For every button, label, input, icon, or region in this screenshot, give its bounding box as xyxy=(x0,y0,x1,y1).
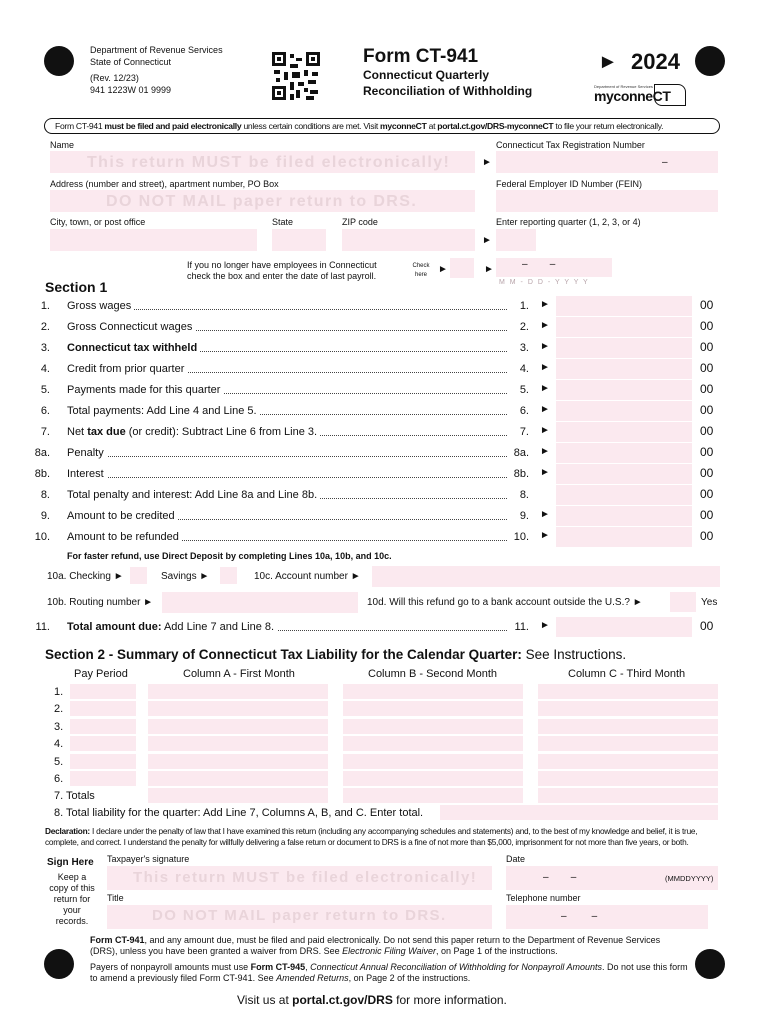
mmddyyyy-hint: (MMDDYYYY) xyxy=(665,874,714,883)
no-employees-line-1: If you no longer have employees in Connecticut xyxy=(187,260,377,270)
line-text xyxy=(67,384,223,396)
col-c-cell[interactable] xyxy=(538,754,718,769)
form-subtitle-2: Reconciliation of Withholding xyxy=(363,84,533,98)
line-amount-field[interactable] xyxy=(556,527,692,547)
logo-tag: Department of Revenue Services xyxy=(594,84,653,89)
header-code: 941 1223W 01 9999 xyxy=(90,85,172,95)
line-ref: 4. xyxy=(507,363,529,375)
col-a-cell[interactable] xyxy=(148,719,328,734)
line-text-bold: tax due xyxy=(87,426,126,438)
line-8-total-label: 8. Total liability for the quarter: Add Line 7, Columns A, B, and C. Enter total. xyxy=(54,807,424,819)
line-text xyxy=(67,321,195,333)
line-cents: 00 xyxy=(700,466,714,480)
check-arrow-icon: ► xyxy=(438,264,448,275)
keep-copy-note: Keep a copy of this return for your records. xyxy=(49,872,95,926)
col-a-cell[interactable] xyxy=(148,771,328,786)
title-label: Title xyxy=(107,893,124,903)
name-arrow-icon: ► xyxy=(482,157,492,168)
line-number: 6. xyxy=(40,405,50,417)
col-b-cell[interactable] xyxy=(343,684,523,699)
liability-row-number: 4. xyxy=(54,738,64,751)
section-2-see: See Instructions. xyxy=(521,647,627,662)
line-11-text xyxy=(67,621,277,633)
line-text xyxy=(67,531,182,543)
address-placeholder: DO NOT MAIL paper return to DRS. xyxy=(106,193,418,210)
col-c-header: Column C - Third Month xyxy=(568,668,686,680)
line-item xyxy=(0,443,770,464)
line-text xyxy=(67,300,134,312)
line-cents: 00 xyxy=(700,424,714,438)
col-a-cell[interactable] xyxy=(148,736,328,751)
col-a-cell[interactable] xyxy=(148,701,328,716)
line-amount-field[interactable] xyxy=(556,380,692,400)
line-cents: 00 xyxy=(700,298,714,312)
line-arrow-icon: ► xyxy=(540,320,550,331)
outside-us-yes: Yes xyxy=(701,597,718,608)
footer-waiver-ref: Electronic Filing Waiver xyxy=(342,946,436,956)
reg-number-label: Connecticut Tax Registration Number xyxy=(496,140,645,150)
pay-period-cell[interactable] xyxy=(70,754,136,769)
line-cents: 00 xyxy=(700,445,714,459)
header-rev: (Rev. 12/23) xyxy=(90,73,139,83)
line-item xyxy=(0,317,770,338)
line-arrow-icon: ► xyxy=(540,341,550,352)
col-b-cell[interactable] xyxy=(343,719,523,734)
line-item xyxy=(0,464,770,485)
line-arrow-icon: ► xyxy=(540,509,550,520)
account-number-label: 10c. Account number ► xyxy=(254,571,361,582)
line-text-post: (or credit): Subtract Line 6 from Line 3. xyxy=(125,426,318,438)
line-11-arrow-icon: ► xyxy=(540,620,550,631)
no-employees-line-2: check the box and enter the date of last payroll. xyxy=(187,271,377,281)
liability-row-number: 1. xyxy=(54,686,64,698)
line-cents: 00 xyxy=(700,340,714,354)
line-number: 1. xyxy=(40,300,50,312)
line-text xyxy=(67,426,320,438)
line-ref: 6. xyxy=(507,405,529,417)
footer-ct945-title: Connecticut Annual Reconciliation of Withholding for Nonpayroll Amounts xyxy=(310,962,603,972)
line-cents: 00 xyxy=(700,487,714,501)
pay-period-cell[interactable] xyxy=(70,719,136,734)
line-8-total-field[interactable] xyxy=(440,805,718,820)
line-ref: 3. xyxy=(507,342,529,354)
line-amount-field[interactable] xyxy=(556,506,692,526)
declaration xyxy=(45,826,725,848)
section-2-title-bold: Section 2 - Summary of Connecticut Tax Liability for the Calendar Quarter: xyxy=(45,647,522,662)
line-item xyxy=(0,359,770,380)
quarter-label: Enter reporting quarter (1, 2, 3, or 4) xyxy=(496,217,641,227)
line-ref: 8b. xyxy=(507,468,529,480)
line-11-number: 11. xyxy=(35,621,50,633)
footer-form-ref: Form CT-941 xyxy=(90,935,145,945)
line-item xyxy=(0,338,770,359)
footer-p1-text: , and any amount due, must be filed and paid electronically. Do not send this paper return to the Department of Revenue Services (DRS), unless you have been granted a waiver from DRS. See xyxy=(90,935,661,956)
qr-code-icon xyxy=(272,52,320,100)
last-payroll-date-dashes: – – xyxy=(522,259,556,270)
line-11-ref: 11. xyxy=(507,621,529,633)
line-text xyxy=(67,468,107,480)
signature-placeholder: This return MUST be filed electronically! xyxy=(133,869,478,886)
col-a-cell[interactable] xyxy=(148,684,328,699)
telephone-dashes: – – xyxy=(561,911,598,922)
line-text xyxy=(67,510,178,522)
reg-number-dash: – xyxy=(662,157,668,168)
telephone-label: Telephone number xyxy=(506,893,581,903)
line-text xyxy=(67,405,260,417)
totals-col-a[interactable] xyxy=(148,788,328,803)
electronic-filing-banner xyxy=(44,118,720,134)
line-11-post: Add Line 7 and Line 8. xyxy=(161,621,275,633)
line-cents: 00 xyxy=(700,382,714,396)
name-label: Name xyxy=(50,140,75,150)
col-a-header: Column A - First Month xyxy=(183,668,295,680)
line-arrow-icon: ► xyxy=(540,467,550,478)
footer-p2-text: Payers of nonpayroll amounts must use xyxy=(90,962,251,972)
line-amount-field[interactable] xyxy=(556,296,692,316)
line-arrow-icon: ► xyxy=(540,383,550,394)
line-ref: 9. xyxy=(507,510,529,522)
visit-text-1: Visit us at xyxy=(237,993,293,1007)
sign-here: Sign Here xyxy=(47,857,94,868)
line-arrow-icon: ► xyxy=(540,530,550,541)
pay-period-cell[interactable] xyxy=(70,736,136,751)
line-amount-field[interactable] xyxy=(556,338,692,358)
registration-mark-bottom-left xyxy=(44,949,74,979)
line-cents: 00 xyxy=(700,508,714,522)
totals-col-c[interactable] xyxy=(538,788,718,803)
myconnect-logo xyxy=(594,84,690,110)
title-placeholder: DO NOT MAIL paper return to DRS. xyxy=(152,907,447,924)
line-number: 8. xyxy=(40,489,50,501)
line-text xyxy=(67,342,200,354)
line-number: 8a. xyxy=(34,447,50,459)
line-item xyxy=(0,485,770,506)
line-ref: 10. xyxy=(507,531,529,543)
section-2-title xyxy=(45,647,626,662)
fein-label: Federal Employer ID Number (FEIN) xyxy=(496,179,643,189)
line-11-bold: Total amount due: xyxy=(67,621,162,633)
line-item xyxy=(0,296,770,317)
footer-p2-end: , on Page 2 of the instructions. xyxy=(348,973,471,983)
footer-p2-comma: , xyxy=(305,962,311,972)
line-amount-field[interactable] xyxy=(556,422,692,442)
line-number: 2. xyxy=(40,321,50,333)
col-c-cell[interactable] xyxy=(538,771,718,786)
zip-field[interactable] xyxy=(342,229,475,251)
logo-swoosh xyxy=(654,84,686,106)
section-1-title: Section 1 xyxy=(45,279,108,295)
col-c-cell[interactable] xyxy=(538,719,718,734)
liability-row-number: 6. xyxy=(54,773,64,785)
date-arrow-icon: ► xyxy=(484,264,494,275)
line-text-pre: Payments made for this quarter xyxy=(67,384,221,396)
savings-box[interactable] xyxy=(220,567,237,584)
banner-text-3: unless certain conditions are met. Visit xyxy=(241,121,381,131)
last-payroll-date-hint: M M - D D - Y Y Y Y xyxy=(499,279,590,286)
telephone-field[interactable] xyxy=(506,905,708,929)
visit-text-3: for more information. xyxy=(392,993,507,1007)
line-text-pre: Interest xyxy=(67,468,104,480)
line-amount-field[interactable] xyxy=(556,359,692,379)
name-placeholder: This return MUST be filed electronically! xyxy=(87,154,451,171)
col-c-cell[interactable] xyxy=(538,684,718,699)
line-amount-field[interactable] xyxy=(556,485,692,505)
fein-field[interactable] xyxy=(496,190,718,212)
line-item xyxy=(0,527,770,548)
line-leader xyxy=(67,456,507,457)
line-number: 4. xyxy=(40,363,50,375)
direct-deposit-note: For faster refund, use Direct Deposit by completing Lines 10a, 10b, and 10c. xyxy=(67,551,392,561)
city-field[interactable] xyxy=(50,229,257,251)
line-arrow-icon: ► xyxy=(540,446,550,457)
line-ref: 2. xyxy=(507,321,529,333)
line-cents: 00 xyxy=(700,319,714,333)
line-text-pre: Total payments: Add Line 4 and Line 5. xyxy=(67,405,257,417)
line-text xyxy=(67,447,107,459)
line-cents: 00 xyxy=(700,529,714,543)
checking-label: 10a. Checking ► xyxy=(47,571,124,582)
banner-text-4: myconneCT xyxy=(380,121,427,131)
line-number: 3. xyxy=(40,342,50,354)
check-here-label xyxy=(406,262,436,280)
liability-row-number: 5. xyxy=(54,755,64,768)
registration-mark-top-right xyxy=(695,46,725,76)
line-11-amount-field[interactable] xyxy=(556,617,692,637)
line-text-pre: Amount to be refunded xyxy=(67,531,179,543)
city-label: City, town, or post office xyxy=(50,217,146,227)
line-amount-field[interactable] xyxy=(556,443,692,463)
col-b-cell[interactable] xyxy=(343,736,523,751)
col-b-cell[interactable] xyxy=(343,701,523,716)
line-number: 7. xyxy=(40,426,50,438)
form-subtitle-1: Connecticut Quarterly xyxy=(363,68,490,82)
pay-period-cell[interactable] xyxy=(70,701,136,716)
account-number-field[interactable] xyxy=(372,566,720,587)
line-arrow-icon: ► xyxy=(540,299,550,310)
col-pay-period: Pay Period xyxy=(74,668,128,680)
line-11 xyxy=(0,617,770,638)
line-item xyxy=(0,506,770,527)
line-item xyxy=(0,380,770,401)
col-c-cell[interactable] xyxy=(538,701,718,716)
checking-box[interactable] xyxy=(130,567,147,584)
line-cents: 00 xyxy=(700,403,714,417)
zip-arrow-icon: ► xyxy=(482,235,492,246)
line-text-pre: Total penalty and interest: Add Line 8a and Line 8b. xyxy=(67,489,318,501)
line-text-pre: Amount to be credited xyxy=(67,510,175,522)
banner-link[interactable]: portal.ct.gov/DRS-myconneCT xyxy=(437,121,554,131)
line-ref: 8a. xyxy=(507,447,529,459)
line-amount-field[interactable] xyxy=(556,464,692,484)
outside-us-checkbox[interactable] xyxy=(670,592,696,612)
line-number: 8b. xyxy=(34,468,50,480)
registration-mark-top-left xyxy=(44,46,74,76)
line-item xyxy=(0,422,770,443)
line-text xyxy=(67,363,187,375)
state-label: State xyxy=(272,217,294,227)
line-ref: 1. xyxy=(507,300,529,312)
reg-number-field[interactable] xyxy=(496,151,718,173)
check-label-1: Check xyxy=(412,263,430,269)
date-label: Date xyxy=(506,854,526,864)
state-field[interactable] xyxy=(272,229,326,251)
line-ref: 7. xyxy=(507,426,529,438)
sign-date-dashes: – – xyxy=(543,872,577,883)
line-text-pre: Net xyxy=(67,426,88,438)
pay-period-cell[interactable] xyxy=(70,771,136,786)
col-b-header: Column B - Second Month xyxy=(368,668,498,680)
zip-label: ZIP code xyxy=(342,217,378,227)
col-c-cell[interactable] xyxy=(538,736,718,751)
col-a-cell[interactable] xyxy=(148,754,328,769)
registration-mark-bottom-right xyxy=(695,949,725,979)
logo-text: myconneCT xyxy=(594,88,671,104)
col-b-cell[interactable] xyxy=(343,754,523,769)
line-amount-field[interactable] xyxy=(556,401,692,421)
line-text-pre: Credit from prior quarter xyxy=(67,363,185,375)
line-number: 10. xyxy=(34,531,50,543)
footer-p1-end: , on Page 1 of the instructions. xyxy=(436,946,558,956)
footer-p2-mid: . Do not use this form to amend a previously filed Form CT-941. See xyxy=(90,962,688,983)
visit-us xyxy=(237,993,507,1007)
line-ref: 8. xyxy=(507,489,529,501)
line-amount-field[interactable] xyxy=(556,317,692,337)
liability-row-number: 3. xyxy=(54,720,64,733)
line-number: 9. xyxy=(40,510,50,522)
header-state: State of Connecticut xyxy=(90,57,172,67)
footer-amended-ref: Amended Returns xyxy=(276,973,349,983)
quarter-field[interactable] xyxy=(496,229,536,251)
line-text-pre: Gross Connecticut wages xyxy=(67,321,193,333)
line-number: 5. xyxy=(40,384,50,396)
totals-col-b[interactable] xyxy=(343,788,523,803)
declaration-text: I declare under the penalty of law that I have examined this return (including any accompanying schedules and statements) and, to the best of my knowledge and belief, it is true, complete, and correct. I understand the penalty for willfully delivering a false return or document to DRS is a fine of not more than $5,000, imprisonment for not more than five years, or both. xyxy=(45,826,698,847)
year-arrow-icon: ► xyxy=(598,51,618,73)
form-title: Form CT-941 xyxy=(363,46,479,67)
no-employees-checkbox[interactable] xyxy=(450,258,474,278)
banner-text-5: at xyxy=(426,121,438,131)
routing-number-field[interactable] xyxy=(162,592,358,613)
line-text-pre: Gross wages xyxy=(67,300,132,312)
footer-ct945: Form CT-945 xyxy=(250,962,306,972)
savings-label: Savings ► xyxy=(161,571,210,582)
banner-text-2: must be filed and paid electronically xyxy=(104,121,242,131)
line-item xyxy=(0,401,770,422)
pay-period-cell[interactable] xyxy=(70,684,136,699)
form-year: 2024 xyxy=(631,49,680,74)
declaration-label: Declaration: xyxy=(45,826,90,836)
footer-paragraph-2 xyxy=(90,962,690,984)
line-cents: 00 xyxy=(700,361,714,375)
line-arrow-icon: ► xyxy=(540,425,550,436)
signature-label: Taxpayer's signature xyxy=(107,854,190,864)
line-text xyxy=(67,489,320,501)
line-text-pre: Penalty xyxy=(67,447,104,459)
routing-number-label: 10b. Routing number ► xyxy=(47,597,154,608)
banner-text-7: to file your return electronically. xyxy=(553,121,664,131)
line-leader xyxy=(67,477,507,478)
footer-paragraph-1 xyxy=(90,935,690,957)
totals-label: 7. Totals xyxy=(54,790,95,802)
line-arrow-icon: ► xyxy=(540,404,550,415)
line-text-bold: Connecticut tax withheld xyxy=(67,342,198,354)
line-arrow-icon: ► xyxy=(540,362,550,373)
visit-link[interactable]: portal.ct.gov/DRS xyxy=(292,993,393,1007)
check-label-2: here xyxy=(414,272,427,278)
col-b-cell[interactable] xyxy=(343,771,523,786)
address-label: Address (number and street), apartment number, PO Box xyxy=(50,179,279,189)
banner-text-1: Form CT-941 xyxy=(55,121,105,131)
header-dept: Department of Revenue Services xyxy=(90,45,223,55)
outside-us-label: 10d. Will this refund go to a bank account outside the U.S.? ► xyxy=(367,597,643,608)
liability-row-number: 2. xyxy=(54,703,64,716)
line-ref: 5. xyxy=(507,384,529,396)
line-11-cents: 00 xyxy=(700,619,714,633)
